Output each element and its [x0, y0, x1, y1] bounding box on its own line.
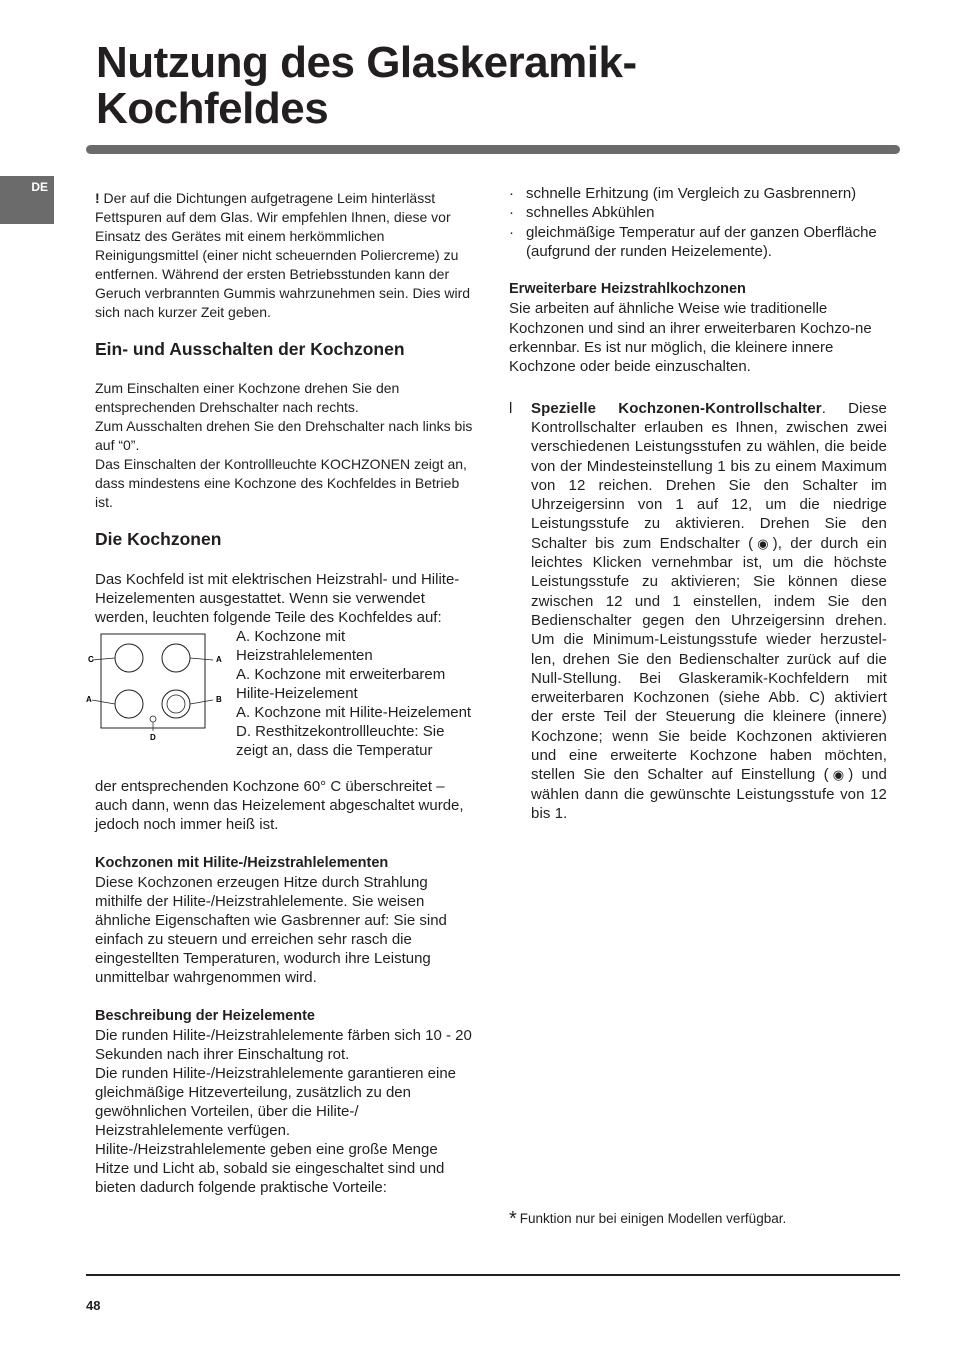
leader-c — [92, 658, 115, 660]
switch-off-text: Zum Ausschalten drehen Sie den Drehschalter nach links bis auf “0”. — [95, 418, 473, 453]
label-a-top: A — [216, 655, 222, 664]
hob-diagram — [83, 633, 233, 743]
elements-text-3: Hilite-/Heizstrahlelemente geben eine große Menge Hitze und Licht ab, sobald sie eingeschaltet sind und bieten dadurch folgende praktische Vorteile: — [95, 1141, 445, 1196]
footer-divider — [86, 1274, 900, 1276]
page-title — [96, 40, 637, 132]
list-item: · schnelle Erhitzung (im Vergleich zu Gasbrennern) — [509, 184, 887, 203]
zone-bottom-right-inner — [167, 695, 185, 713]
legend-item-radiant: A. Kochzone mit Heizstrahlelementen — [236, 628, 373, 664]
legend-item-hilite: A. Kochzone mit Hilite-Heizelement — [236, 704, 472, 721]
zone-top-right — [162, 644, 190, 672]
zone-bottom-right-outer — [162, 690, 190, 718]
hob-outline — [101, 634, 205, 728]
footnote-star: * — [509, 1208, 517, 1230]
elements-text-1: Die runden Hilite-/Heizstrahlelemente färben sich 10 - 20 Sekunden nach ihrer Einschaltung rot. — [95, 1027, 472, 1063]
label-d: D — [150, 733, 156, 742]
special-text-a: . Diese Kontrollschalter erlauben es Ihnen, zwischen zwei verschiedenen Leistungsstufen zu wählen, die beide von der Mindesteinstellung 1 bis zu einem Maximum von 12 reichen. Drehen Sie den Schalter im Uhrzeigersinn von 1 auf 12, um die niedrige Leistungsstufe zu aktivieren. Drehen Sie den Schalter bis zum Endschalter ( — [531, 399, 888, 552]
expandable-text: Sie arbeiten auf ähnliche Weise wie traditionelle Kochzonen und sind an ihrer erweiterbaren Kochzo-ne erkennbar. Es ist nur möglich, die kleinere innere Kochzone oder beide einzuschalten. — [509, 300, 872, 376]
switch-on-text: Zum Einschalten einer Kochzone drehen Sie den entsprechenden Drehschalter nach rechts. — [95, 380, 400, 415]
label-b: B — [216, 695, 222, 704]
indicator-text: Das Einschalten der Kontrollleuchte KOCHZONEN zeigt an, dass mindestens eine Kochzone des Kochfeldes in Betrieb ist. — [95, 456, 467, 510]
special-marker: l — [509, 399, 513, 417]
special-controls-paragraph — [509, 399, 887, 824]
hilite-text: Diese Kochzonen erzeugen Hitze durch Strahlung mithilfe der Hilite-/Heizstrahlelemente. Sie weisen ähnliche Eigenschaften wie Gasbrenner auf: Sie sind einfach zu steuern und erreichen sehr rasch die eingestellten Temperaturen, wodurch ihre Leistung unmittelbar wahrgenommen wird. — [95, 874, 447, 986]
zone-bottom-left — [115, 690, 143, 718]
section-heading-zones: Die Kochzonen — [95, 529, 222, 549]
residual-heat-light — [150, 716, 156, 722]
zones-intro: Das Kochfeld ist mit elektrischen Heizstrahl- und Hilite-Heizelementen ausgestattet. Wenn sie verwendet werden, leuchten folgende Teile des Kochfeldes auf: — [95, 571, 460, 626]
list-item: · gleichmäßige Temperatur auf der ganzen Oberfläche (aufgrund der runden Heizelemente). — [509, 223, 887, 262]
advantages-list — [509, 184, 887, 261]
special-heading: Spezielle Kochzonen-Kontrollschalter — [531, 399, 822, 417]
subheading-hilite: Kochzonen mit Hilite-/Heizstrahlelementen — [95, 855, 389, 871]
title-line-1: Nutzung des Glaskeramik- — [96, 38, 637, 87]
warning-paragraph — [95, 189, 473, 322]
subheading-elements: Beschreibung der Heizelemente — [95, 1008, 315, 1024]
subheading-expandable: Erweiterbare Heizstrahlkochzonen — [509, 281, 746, 298]
warning-text: Der auf die Dichtungen aufgetragene Leim hinterlässt Fettspuren auf dem Glas. Wir empfehlen Ihnen, diese vor Einsatz des Gerätes mit einem herkömmlichen Reinigungsmittel (einer nicht scheuernden Poliercreme) zu entfernen. Während der ersten Betriebsstunden kann der Geruch verbrannten Gummis wahrzunehmen sein. Dies wird sich nach kurzer Zeit geben. — [95, 190, 471, 320]
list-item: · schnelles Abkühlen — [509, 203, 887, 222]
endstop-symbol-icon: ◉ — [753, 535, 773, 551]
label-a-left: A — [86, 695, 92, 704]
section-heading-switching: Ein- und Ausschalten der Kochzonen — [95, 339, 405, 359]
page-number: 48 — [86, 1298, 101, 1313]
zone-top-left — [115, 644, 143, 672]
language-tab: DE — [0, 176, 54, 224]
title-divider — [86, 145, 900, 154]
leader-a-top — [190, 658, 213, 660]
footnote — [509, 1208, 786, 1231]
diagram-legend — [236, 627, 476, 760]
elements-text-2: Die runden Hilite-/Heizstrahlelemente garantieren eine gleichmäßige Hitzeverteilung, zusätzlich zu den gewöhnlichen Vorteilen, über die Hilite-/ Heizstrahlelemente verfügen. — [95, 1065, 457, 1139]
hob-diagram-block — [86, 627, 473, 777]
left-column — [86, 189, 473, 1197]
expand-symbol-icon: ◉ — [828, 767, 849, 783]
footnote-text: Funktion nur bei einigen Modellen verfügbar. — [519, 1211, 787, 1226]
leader-a-left — [92, 700, 115, 704]
warning-mark: ! — [95, 190, 100, 206]
label-c: C — [88, 655, 94, 664]
right-column — [509, 184, 887, 823]
title-line-2: Kochfeldes — [96, 84, 329, 133]
special-text-b: ), der durch ein leichtes Klicken vernehmbar ist, um die höchste Leistungsstufe zu aktivieren; Sie können diese zwischen 12 und 1 einstellen, indem Sie den Bedienschalter gegen den Uhrzeigersinn drehen. Um die Minimum-Leistungsstufe wieder herzustel-len, drehen Sie den Bedienschalter zurück auf die Null-Stellung. Bei Glaskeramik-Kochfeldern mit erweiterbaren Kochzonen (siehe Abb. C) aktiviert der erste Teil der Steuerung die kleinere (innere) Kochzone; wenn Sie beide Kochzonen aktivieren und eine erweiterte Kochzone haben möchten, stellen Sie den Schalter auf Einstellung ( — [531, 534, 888, 784]
legend-item-expandable: A. Kochzone mit erweiterbarem Hilite-Heizelement — [236, 666, 446, 702]
legend-item-residual: D. Resthitzekontrollleuchte: Sie zeigt an, dass die Temperatur — [236, 723, 445, 759]
legend-item-residual-cont: der entsprechenden Kochzone 60° C überschreitet – auch dann, wenn das Heizelement abgeschaltet wurde, jedoch noch immer heiß ist. — [95, 778, 464, 833]
special-text-c: ) und wählen dann die gewünschte Leistungsstufe von 12 bis 1. — [531, 766, 887, 822]
leader-b — [190, 700, 213, 704]
